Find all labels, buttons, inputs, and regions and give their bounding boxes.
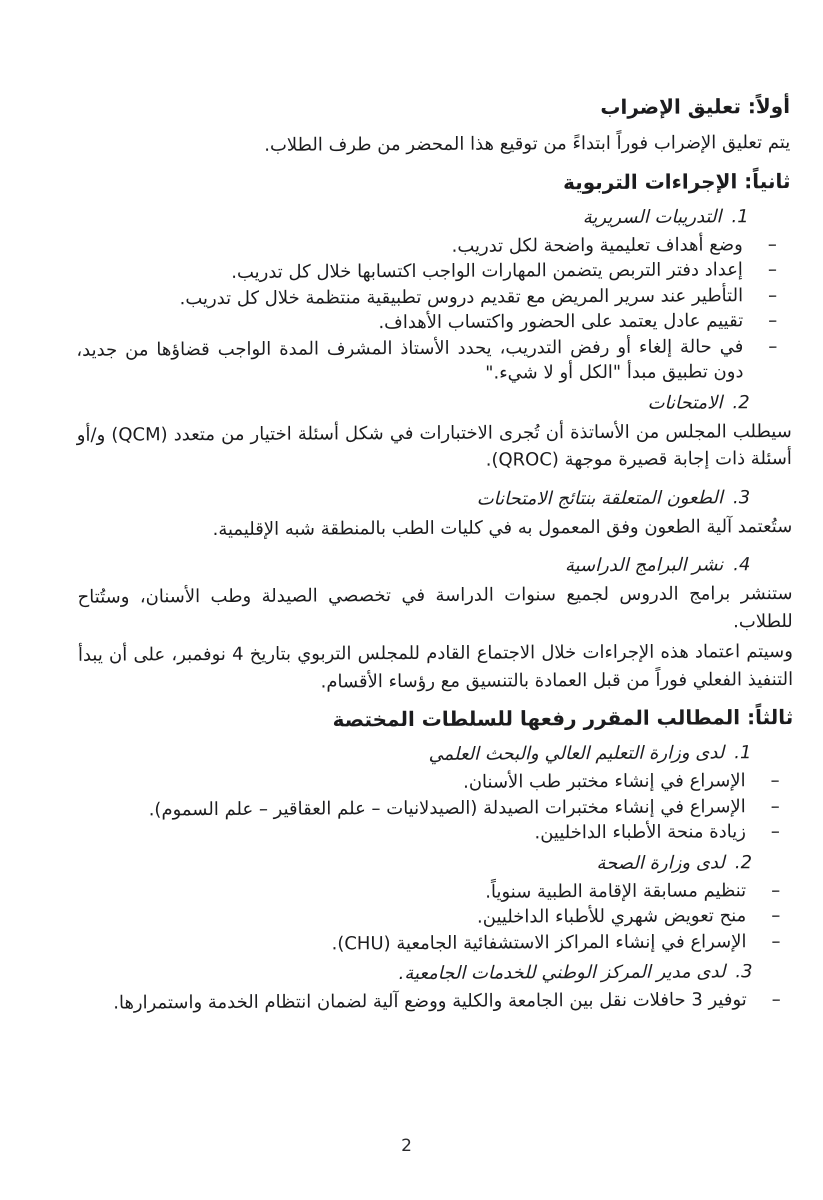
bullet-item bbox=[79, 877, 794, 906]
page-number: 2 bbox=[401, 1136, 412, 1156]
paragraph: ستُعتمد آلية الطعون وفق المعمول به في كليات الطب بالمنطقة شبه الإقليمية. bbox=[212, 515, 793, 540]
item-label: نشر البرامج الدراسية bbox=[564, 554, 724, 577]
dash-marker: – bbox=[767, 233, 777, 255]
item-number: 2. bbox=[732, 391, 750, 413]
dash-marker: – bbox=[770, 770, 780, 792]
bullet-text: إعداد دفتر التربص يتضمن المهارات الواجب اكتسابها خلال كل تدريب. bbox=[231, 259, 743, 283]
item-number: 1. bbox=[734, 742, 752, 764]
dash-marker: – bbox=[771, 930, 781, 952]
paragraph: يتم تعليق الإضراب فوراً ابتداءً من توقيع هذا المحضر من طرف الطلاب. bbox=[264, 131, 791, 156]
bullet-text: وضع أهداف تعليمية واضحة لكل تدريب. bbox=[451, 233, 743, 257]
bullet-text: تقييم عادل يعتمد على الحضور واكتساب الأهداف. bbox=[378, 310, 744, 334]
numbered-item bbox=[77, 389, 792, 418]
bullet-item bbox=[80, 987, 795, 1016]
item-label: الامتحانات bbox=[647, 391, 723, 414]
dash-marker: – bbox=[768, 310, 778, 332]
bullet-text: الإسراع في إنشاء مختبرات الصيدلة (الصيدلانيات – علم العقاقير – علم السموم). bbox=[148, 795, 746, 820]
item-label: الطعون المتعلقة بنتائج الامتحانات bbox=[476, 486, 723, 510]
item-number: 4. bbox=[733, 554, 751, 576]
bullet-item bbox=[76, 333, 791, 388]
section-heading-first: أولاً: تعليق الإضراب bbox=[600, 94, 791, 119]
dash-marker: – bbox=[768, 335, 778, 357]
item-number: 1. bbox=[731, 205, 749, 227]
item-number: 2. bbox=[734, 851, 753, 873]
bullet-item bbox=[76, 231, 791, 260]
bullet-item bbox=[76, 282, 791, 311]
item-number: 3. bbox=[735, 961, 753, 983]
item-label: التدريبات السريرية bbox=[582, 205, 722, 228]
bullet-text: زيادة منحة الأطباء الداخليين. bbox=[534, 821, 746, 844]
bullet-text: توفير 3 حافلات نقل بين الجامعة والكلية ووضع آلية لضمان انتظام الخدمة واستمرارها. bbox=[113, 989, 747, 1014]
numbered-item bbox=[80, 959, 795, 988]
item-label: لدى وزارة الصحة bbox=[596, 851, 725, 874]
numbered-item bbox=[76, 203, 791, 232]
dash-marker: – bbox=[771, 905, 781, 927]
bullet-text: التأطير عند سرير المريض مع تقديم دروس تطبيقية منتظمة خلال كل تدريب. bbox=[179, 284, 744, 309]
paragraph: سيطلب المجلس من الأساتذة أن تُجرى الاختبارات في شكل أسئلة اختيار من متعدد (QCM) و/أو أسئلة ذات إجابة قصيرة موجهة (QROC). bbox=[76, 420, 792, 471]
bullet-text: الإسراع في إنشاء مختبر طب الأسنان. bbox=[463, 770, 746, 793]
document-body bbox=[75, 94, 795, 1016]
item-label: لدى مدير المركز الوطني للخدمات الجامعية. bbox=[398, 961, 726, 985]
bullet-text: منح تعويض شهري للأطباء الداخليين. bbox=[476, 905, 747, 928]
bullet-text: الإسراع في إنشاء المراكز الاستشفائية الجامعية (CHU). bbox=[331, 930, 747, 954]
bullet-item bbox=[79, 793, 794, 822]
dash-marker: – bbox=[770, 795, 780, 817]
numbered-item bbox=[77, 484, 792, 513]
bullet-item bbox=[79, 903, 794, 932]
bullet-item bbox=[76, 308, 791, 337]
bullet-item bbox=[79, 819, 794, 848]
bullet-text: تنظيم مسابقة الإقامة الطبية سنوياً. bbox=[485, 879, 747, 903]
paragraph: ستنشر برامج الدروس لجميع سنوات الدراسة في تخصصي الصيدلة وطب الأسنان، وستُتاح للطلاب. bbox=[77, 582, 793, 632]
paragraph: وسيتم اعتماد هذه الإجراءات خلال الاجتماع القادم للمجلس التربوي بتاريخ 4 نوفمبر، على أن يبدأ التنفيذ الفعلي فوراً من قبل العمادة بالتنسيق مع رؤساء الأقسام. bbox=[77, 640, 794, 692]
numbered-item bbox=[79, 849, 794, 878]
item-label: لدى وزارة التعليم العالي والبحث العلمي bbox=[428, 742, 725, 765]
section-heading-third: ثالثاً: المطالب المقرر رفعها للسلطات المختصة bbox=[332, 704, 794, 732]
item-number: 3. bbox=[732, 486, 751, 508]
numbered-item bbox=[78, 740, 793, 769]
bullet-item bbox=[79, 928, 794, 957]
dash-marker: – bbox=[770, 821, 780, 843]
bullet-item bbox=[76, 257, 791, 286]
dash-marker: – bbox=[771, 989, 781, 1011]
dash-marker: – bbox=[771, 879, 781, 901]
bullet-text: في حالة إلغاء أو رفض التدريب، يحدد الأستاذ المشرف المدة الواجب قضاؤها من جديد، دون تطبيق مبدأ "الكل أو لا شيء." bbox=[76, 335, 744, 384]
dash-marker: – bbox=[767, 284, 778, 306]
section-heading-second: ثانياً: الإجراءات التربوية bbox=[562, 168, 791, 194]
bullet-item bbox=[79, 768, 794, 797]
numbered-item bbox=[77, 552, 792, 581]
dash-marker: – bbox=[767, 259, 777, 281]
